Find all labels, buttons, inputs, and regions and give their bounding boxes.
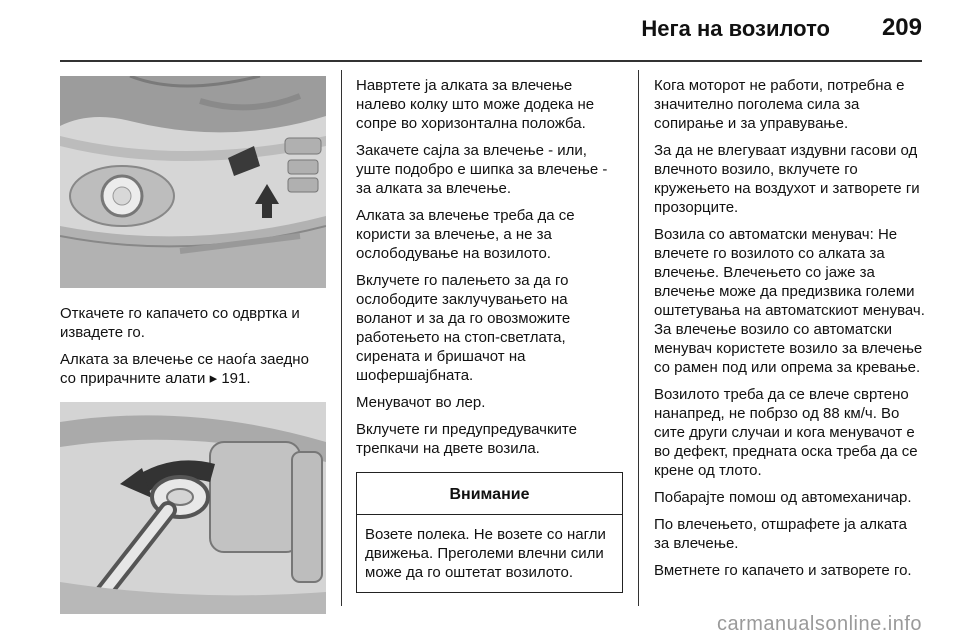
paragraph-unscrew: По влечењето, отшрафете ја алката за влечење.	[654, 516, 907, 552]
section-title: Нега на возилото	[641, 16, 830, 41]
warning-box	[356, 472, 623, 593]
warning-title: Внимание	[357, 473, 622, 515]
paragraph-turn-eye: Навртете ја алката за влечење налево колку што може додека не сопре во хоризонтална положба.	[356, 77, 595, 132]
paragraph-neutral: Менувачот во лер.	[356, 394, 486, 411]
column-1	[60, 76, 326, 614]
paragraph-remove-cap: Откачете го капачето со одвртка и извадете го.	[60, 305, 300, 341]
column-divider-1	[341, 70, 342, 606]
bumper-cap-illustration	[60, 76, 326, 288]
paragraph-reinsert-cap: Вметнете го капачето и затворете го.	[654, 562, 912, 579]
paragraph-ignition: Вклучете го палењето за да го ослободите заклучувањето на воланот и за да го овозможите работењето на стоп-светлата, сирената и бришачот на шофершајбната.	[356, 272, 571, 384]
watermark: carmanualsonline.info	[716, 613, 922, 635]
page-reference: 191.	[221, 370, 251, 387]
tow-eye-figure	[60, 402, 326, 614]
paragraph-tow-eye-location: Алката за влечење се наоѓа заедно со прирачните алати ▸ 191.	[60, 351, 309, 387]
header-rule	[60, 60, 922, 62]
paragraph-engine-off: Кога моторот не работи, потребна е значително поголема сила за сопирање и за управување.	[654, 77, 905, 132]
paragraph-assistance: Побарајте помош од автомеханичар.	[654, 489, 912, 506]
column-3	[654, 76, 926, 588]
page-number: 209	[881, 14, 922, 41]
paragraph-exhaust: За да не влегуваат издувни гасови од влечното возило, вклучете го кружењето на воздухот и затворете ги прозорците.	[654, 142, 920, 216]
bumper-cap-figure	[60, 76, 326, 288]
column-2	[356, 76, 623, 593]
paragraph-eye-usage: Алката за влечење треба да се користи за влечење, а не за ослободување на возилото.	[356, 207, 575, 262]
warning-body: Возете полека. Не возете со нагли движења. Преголеми влечни сили може да го оштетат возилото.	[365, 526, 606, 581]
paragraph-hazard-lights: Вклучете ги предупредувачките трепкачи на двете возила.	[356, 421, 577, 457]
tow-eye-illustration	[60, 402, 326, 614]
paragraph-attach-cable: Закачете сајла за влечење - или, уште подобро е шипка за влечење - за алката за влечење.	[356, 142, 608, 197]
column-divider-2	[638, 70, 639, 606]
paragraph-speed: Возилото треба да се влече свртено нанапред, не побрзо од 88 км/ч. Во сите други случаи и кога менувачот е во дефект, предната оска треба да се крене од тлото.	[654, 386, 918, 479]
reference-arrow-icon: ▸	[209, 370, 218, 387]
paragraph-automatic: Возила со автоматски менувач: Не влечете го возилото со алката за влечење. Влечењето со јаже за влечење може да предизвика големи оштетувања на автоматскиот менувач. За влечење возило со автоматски менувач користете возило за влечење со рамен под или опрема за кревање.	[654, 226, 925, 376]
